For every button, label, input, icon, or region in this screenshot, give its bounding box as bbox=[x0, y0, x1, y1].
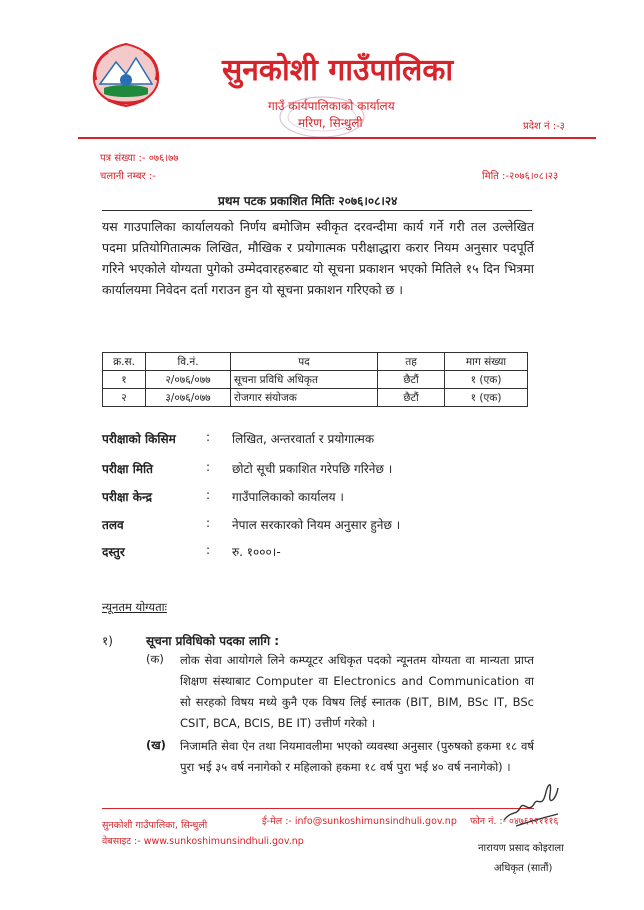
table-cell: ३/०७६/०७७ bbox=[146, 389, 231, 407]
footer-organization: सुनकोशी गाउँपालिका, सिन्धुली bbox=[102, 820, 208, 831]
table-cell: रोजगार संयोजक bbox=[231, 389, 378, 407]
dispatch-number: चलानी नम्बर :- bbox=[100, 171, 156, 182]
footer-divider bbox=[102, 808, 534, 809]
table-header-row bbox=[103, 353, 528, 371]
office-name: गाउँ कार्यपालिकाको कार्यालय bbox=[268, 99, 395, 113]
table-cell: सूचना प्रविधि अधिकृत bbox=[231, 371, 378, 389]
province-number: प्रदेश नं :-३ bbox=[523, 121, 565, 132]
letterhead-divider bbox=[78, 137, 596, 139]
detail-colon: : bbox=[206, 488, 211, 502]
detail-label: परीक्षा मिति bbox=[102, 462, 153, 476]
signature-mark bbox=[498, 770, 578, 830]
sub-item-label: (क) bbox=[146, 652, 164, 666]
table-header-cell: तह bbox=[378, 353, 445, 371]
sub-item-text: लोक सेवा आयोगले लिने कम्प्यूटर अधिकृत पदको न्यूनतम योग्यता वा मान्यता प्राप्त शिक्षण संस्थाबाट Computer वा Electronics and Communication वा सो सरहको विषय मध्ये कुनै एक विषय लिई स्नातक (BIT, BIM, BSc IT, BSc CSIT, BCA, BCIS, BE IT) उत्तीर्ण गरेको । bbox=[180, 653, 534, 730]
table-cell: १ (एक) bbox=[445, 389, 528, 407]
sub-item-text: निजामति सेवा ऐन तथा नियमावलीमा भएको व्यवस्था अनुसार (पुरुषको हकमा १८ वर्ष पुरा भई ३५ वर्ष ननागेको र महिलाको हकमा १८ वर्ष पुरा भई ४० वर्ष ननागेको) । bbox=[180, 739, 534, 774]
notice-headline: प्रथम पटक प्रकाशित मितिः २०७६।०८।२४ bbox=[218, 194, 398, 208]
office-location: मरिण, सिन्धुली bbox=[298, 116, 363, 130]
detail-value: रु. १०००।- bbox=[232, 545, 281, 559]
detail-label: परीक्षा केन्द्र bbox=[102, 490, 153, 504]
detail-colon: : bbox=[206, 430, 211, 444]
table-cell: १ (एक) bbox=[445, 371, 528, 389]
qualifications-heading: न्यूनतम योग्यताः bbox=[102, 600, 167, 614]
detail-label: तलव bbox=[102, 518, 124, 532]
table-cell: २ bbox=[103, 389, 146, 407]
detail-colon: : bbox=[206, 460, 211, 474]
table-row bbox=[103, 371, 528, 389]
detail-value: छोटो सूची प्रकाशित गरेपछि गरिनेछ । bbox=[232, 462, 393, 476]
detail-label: दस्तुर bbox=[102, 545, 125, 559]
detail-label: परीक्षाको किसिम bbox=[102, 432, 176, 446]
government-emblem-icon bbox=[86, 40, 166, 110]
notice-intro-paragraph: यस गाउपालिका कार्यालयको निर्णय बमोजिम स्वीकृत दरवन्दीमा कार्य गर्ने गरी तल उल्लेखित पदमा प्रतियोगितात्मक लिखित, मौखिक र प्रयोगात्मक परीक्षाद्धारा करार नियम अनुसार पदपूर्ति गरिने भएकोले योग्यता पुगेको उम्मेदवारहरुबाट यो सूचना प्रकाशन भएको मितिले १५ दिन भित्रमा कार्यालयमा निवेदन दर्ता गराउन हुन यो सूचना प्रकाशन गरिएको छ । bbox=[102, 219, 534, 297]
footer-email: ई-मेल :- info@sunkoshimunsindhuli.gov.np bbox=[262, 816, 457, 827]
headline-underline bbox=[102, 210, 532, 211]
detail-value: नेपाल सरकारको नियम अनुसार हुनेछ । bbox=[232, 518, 401, 532]
table-cell: छैटौं bbox=[378, 371, 445, 389]
detail-colon: : bbox=[206, 543, 211, 557]
organization-name: सुनकोशी गाउँपालिका bbox=[222, 53, 454, 88]
table-header-cell: माग संख्या bbox=[445, 353, 528, 371]
sub-item-label: (ख) bbox=[146, 738, 166, 752]
table-row bbox=[103, 389, 528, 407]
detail-colon: : bbox=[206, 516, 211, 530]
qualification-item-title: सूचना प्रविधिको पदका लागि : bbox=[146, 634, 280, 648]
detail-value: गाउँपालिकाको कार्यालय । bbox=[232, 490, 344, 504]
table-cell: २/०७६/०७७ bbox=[146, 371, 231, 389]
signatory-title: अधिकृत (सातौं) bbox=[494, 863, 553, 874]
footer-website: वेबसाइट :- www.sunkoshimunsindhuli.gov.np bbox=[102, 836, 304, 847]
signatory-name: नारायण प्रसाद कोइराला bbox=[478, 843, 564, 854]
footer-phone: फोन नं. :- ०४७६९२१११६ bbox=[470, 816, 559, 827]
table-header-cell: पद bbox=[231, 353, 378, 371]
qualification-item-number: १) bbox=[102, 634, 113, 648]
letter-number: पत्र संख्या :- ०७६।७७ bbox=[100, 153, 179, 164]
vacancy-table bbox=[102, 352, 528, 407]
table-header-cell: क्र.स. bbox=[103, 353, 146, 371]
letter-date: मिति :-२०७६।०८।२३ bbox=[482, 171, 559, 182]
table-cell: १ bbox=[103, 371, 146, 389]
detail-value: लिखित, अन्तरवार्ता र प्रयोगात्मक bbox=[232, 432, 375, 446]
table-cell: छैटौं bbox=[378, 389, 445, 407]
table-header-cell: वि.नं. bbox=[146, 353, 231, 371]
